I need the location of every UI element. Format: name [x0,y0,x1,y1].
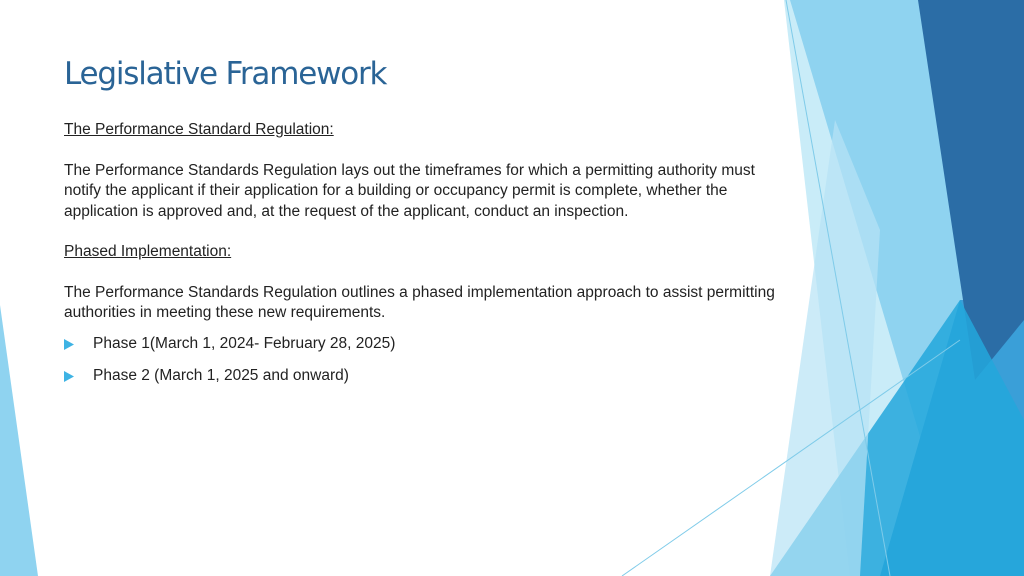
slide-content [64,120,794,387]
bullet-item-phase-1 [64,335,794,355]
bullet-text: Phase 1(March 1, 2024- February 28, 2025) [93,335,396,353]
section-body-performance-standard: The Performance Standards Regulation lays out the timeframes for which a permitting authority must notify the applicant if their application for a building or occupancy permit is complete, whether the application is approved and, at the request of the applicant, conduct an inspection. [64,161,755,220]
section-heading-performance-standard: The Performance Standard Regulation: [64,121,334,138]
left-edge-facet [0,305,38,576]
slide-title: Legislative Framework [64,56,387,92]
spacer [64,222,794,242]
triangle-bullet-icon [64,339,93,350]
bullet-item-phase-2 [64,367,794,387]
triangle-bullet-icon [64,371,93,382]
section-body-phased-implementation: The Performance Standards Regulation outlines a phased implementation approach to assist permitting authorities in meeting these new requirements. [64,283,775,321]
spacer [64,141,794,161]
section-heading-phased-implementation: Phased Implementation: [64,243,232,260]
phase-bullet-list [64,335,794,387]
spacer [64,263,794,283]
bullet-text: Phase 2 (March 1, 2025 and onward) [93,367,349,385]
